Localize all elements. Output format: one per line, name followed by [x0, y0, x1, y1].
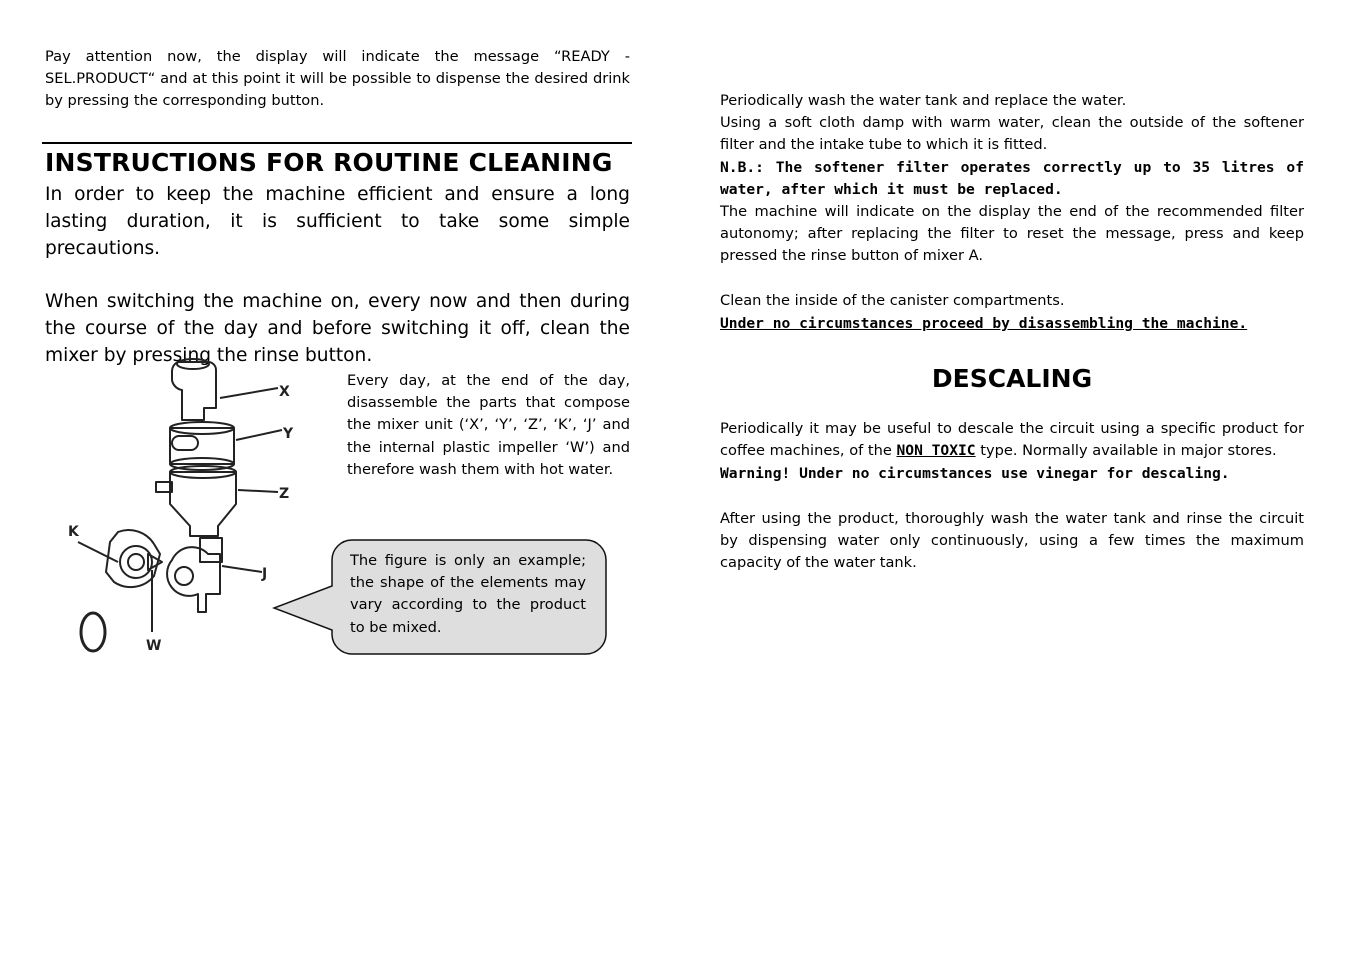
canister-paragraph: Clean the inside of the canister compartments.	[720, 291, 1065, 309]
descale-text-c: type. Normally available in major stores.	[975, 442, 1277, 460]
rinse-circuit-paragraph: After using the product, thoroughly wash the water tank and rinse the circuit by dispensing water only continuously, using a few times the maximum capacity of the water tank.	[720, 509, 1304, 572]
precautions-block	[45, 182, 630, 370]
daily-cleaning-block	[347, 370, 630, 481]
wash-tank-paragraph: Periodically wash the water tank and replace the water.	[720, 92, 1127, 109]
descaling-block	[720, 418, 1304, 574]
right-column	[720, 90, 1304, 335]
label-y: Y	[283, 426, 294, 442]
descale-paragraph	[720, 418, 1304, 462]
non-toxic-text: NON TOXIC	[896, 442, 976, 460]
label-x: X	[279, 384, 290, 400]
descale-text-a: Periodically it may be useful to descale the circuit using a specific product for coffee machines, of the	[720, 420, 1304, 460]
label-w: W	[146, 638, 162, 654]
daily-cleaning-paragraph: Every day, at the end of the day, disassemble the parts that compose the mixer unit (‘X’, ‘Y’, ‘Z’, ‘K’, ‘J’ and the internal plastic impeller ‘W’) and therefore wash them with hot water.	[347, 372, 630, 478]
callout-text: The figure is only an example; the shape of the elements may vary according to the product to be mixed.	[350, 552, 586, 636]
callout-text-block	[350, 550, 586, 639]
part-z	[170, 472, 236, 536]
disassembly-warning: Under no circumstances proceed by disassembling the machine.	[720, 314, 1248, 332]
label-z: Z	[279, 486, 290, 502]
nb-paragraph: N.B.: The softener filter operates correctly up to 35 litres of water, after which it must be replaced.	[720, 158, 1304, 198]
left-column	[45, 46, 630, 113]
rinse-paragraph: When switching the machine on, every now and then during the course of the day and before switching it off, clean the mixer by pressing the rinse button.	[45, 291, 630, 366]
intro-paragraph: Pay attention now, the display will indicate the message “READY - SEL.PRODUCT“ and at this point it will be possible to dispense the desired drink by pressing the corresponding button.	[45, 48, 630, 110]
mixer-exploded-diagram	[60, 350, 300, 660]
heading-rule	[42, 142, 632, 144]
vinegar-warning: Warning! Under no circumstances use vinegar for descaling.	[720, 465, 1230, 483]
precautions-paragraph: In order to keep the machine efficient and ensure a long lasting duration, it is sufficient to take some simple precautions.	[45, 184, 630, 259]
label-j: J	[262, 566, 268, 582]
o-ring	[81, 613, 105, 651]
routine-cleaning-heading: INSTRUCTIONS FOR ROUTINE CLEANING	[45, 148, 613, 177]
part-x	[172, 362, 216, 420]
descaling-heading: DESCALING	[931, 364, 1093, 393]
soft-cloth-paragraph: Using a soft cloth damp with warm water, clean the outside of the softener filter and the intake tube to which it is fitted.	[720, 114, 1304, 154]
label-k: K	[68, 524, 79, 540]
filter-autonomy-paragraph: The machine will indicate on the display the end of the recommended filter autonomy; after replacing the filter to reset the message, press and keep pressed the rinse button of mixer A.	[720, 203, 1304, 265]
